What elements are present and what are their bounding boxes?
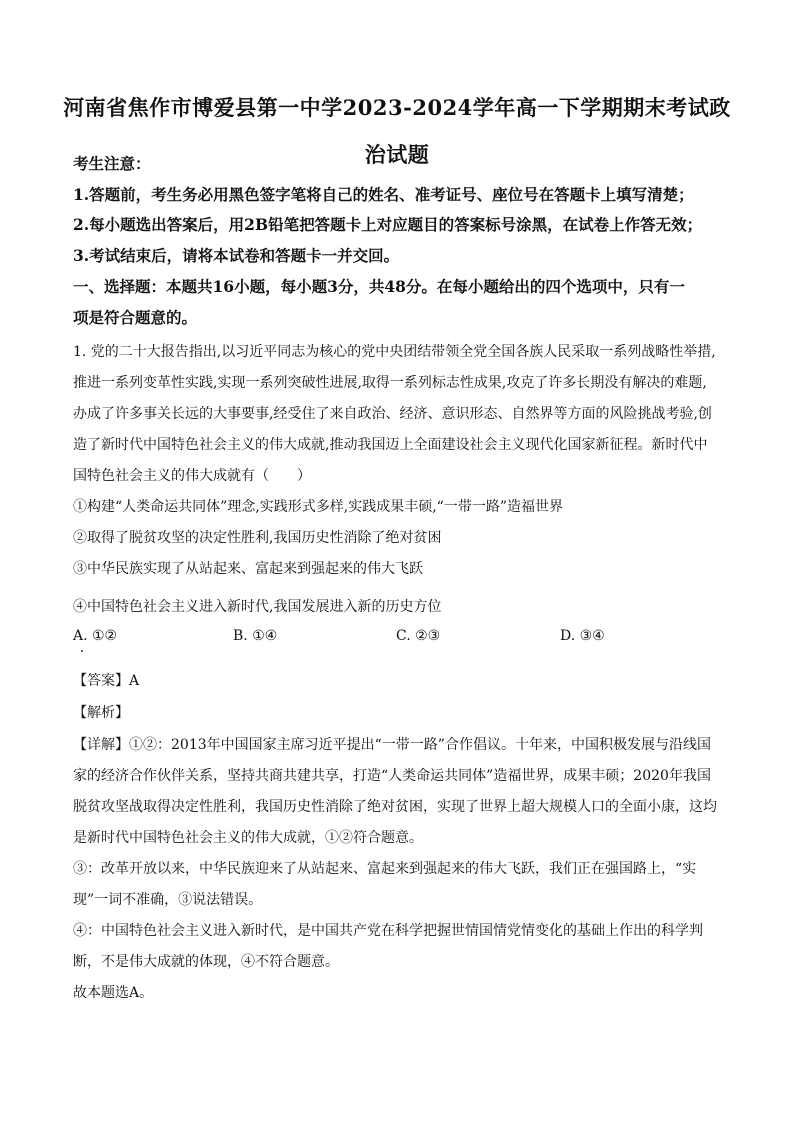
explanation-line-3: 脱贫攻坚战取得决定性胜利，我国历史性消除了绝对贫困，实现了世界上超大规模人口的全面小康，这均 — [73, 799, 717, 815]
explanation-line-2: 家的经济合作伙伴关系，坚持共商共建共享，打造“人类命运共同体”造福世界，成果丰硕；2020年我国 — [73, 768, 711, 784]
exam-title-line-2: 治试题 — [364, 142, 430, 167]
question-stem-line-3: 办成了许多事关长远的大事要事,经受住了来自政治、经济、意识形态、自然界等方面的风险挑战考验,创 — [73, 406, 712, 422]
notice-heading: 考生注意： — [73, 154, 151, 173]
question-stem-line-2: 推进一系列变革性实践,实现一系列突破性进展,取得一系列标志性成果,攻克了许多长期没有解决的难题, — [73, 375, 707, 391]
explanation-line-4: 是新时代中国特色社会主义的伟大成就，①②符合题意。 — [73, 830, 423, 846]
option-b: B. ①④ — [233, 628, 278, 644]
section-heading-line-2: 项是符合题意的。 — [73, 308, 198, 327]
notice-item-3: 3.考试结束后，请将本试卷和答题卡一并交回。 — [73, 246, 400, 265]
options-row — [73, 628, 733, 650]
statement-1: ①构建“人类命运共同体”理念,实践形式多样,实践成果丰硕,“一带一路”造福世界 — [73, 499, 563, 515]
question-stem-line-1: 1. 党的二十大报告指出,以习近平同志为核心的党中央团结带领全党全国各族人民采取一系列战略性举措, — [73, 344, 716, 360]
option-a: A. ①② — [73, 628, 118, 644]
option-c: C. ②③ — [396, 628, 441, 644]
question-stem-line-5: 国特色社会主义的伟大成就有（ ） — [73, 468, 311, 484]
option-d: D. ③④ — [560, 628, 605, 644]
explanation-line-1: 【详解】①②：2013年中国国家主席习近平提出“一带一路”合作倡议。十年来，中国积极发展与沿线国 — [73, 737, 711, 753]
statement-2: ②取得了脱贫攻坚的决定性胜利,我国历史性消除了绝对贫困 — [73, 530, 442, 546]
explanation-line-9: 故本题选A。 — [73, 985, 154, 1001]
notice-item-2: 2.每小题选出答案后，用2B铅笔把答题卡上对应题目的答案标号涂黑，在试卷上作答无效； — [73, 215, 703, 234]
statement-3: ③中华民族实现了从站起来、富起来到强起来的伟大飞跃 — [73, 561, 423, 577]
answer-line: 【答案】A — [73, 673, 140, 689]
explanation-line-8: 断，不是伟大成就的体现，④不符合题意。 — [73, 954, 339, 970]
question-stem-line-4: 造了新时代中国特色社会主义的伟大成就,推动我国迈上全面建设社会主义现代化国家新征程。新时代中 — [73, 437, 708, 453]
explanation-line-6: 现”一词不准确，③说法错误。 — [73, 892, 263, 908]
explanation-line-5: ③：改革开放以来，中华民族迎来了从站起来、富起来到强起来的伟大飞跃，我们正在强国路上，“实 — [73, 861, 697, 877]
statement-4: ④中国特色社会主义进入新时代,我国发展进入新的历史方位 — [73, 599, 442, 615]
stray-dot — [81, 650, 83, 652]
analysis-heading: 【解析】 — [73, 705, 129, 721]
exam-title-line-1: 河南省焦作市博爱县第一中学2023-2024学年高一下学期期末考试政 — [63, 95, 731, 120]
notice-item-1: 1.答题前，考生务必用黑色签字笔将自己的姓名、准考证号、座位号在答题卡上填写清楚； — [73, 185, 694, 204]
section-heading-line-1: 一、选择题：本题共16小题，每小题3分，共48分。在每小题给出的四个选项中，只有一 — [73, 277, 685, 296]
explanation-line-7: ④：中国特色社会主义进入新时代，是中国共产党在科学把握世情国情党情变化的基础上作出的科学判 — [73, 923, 703, 939]
